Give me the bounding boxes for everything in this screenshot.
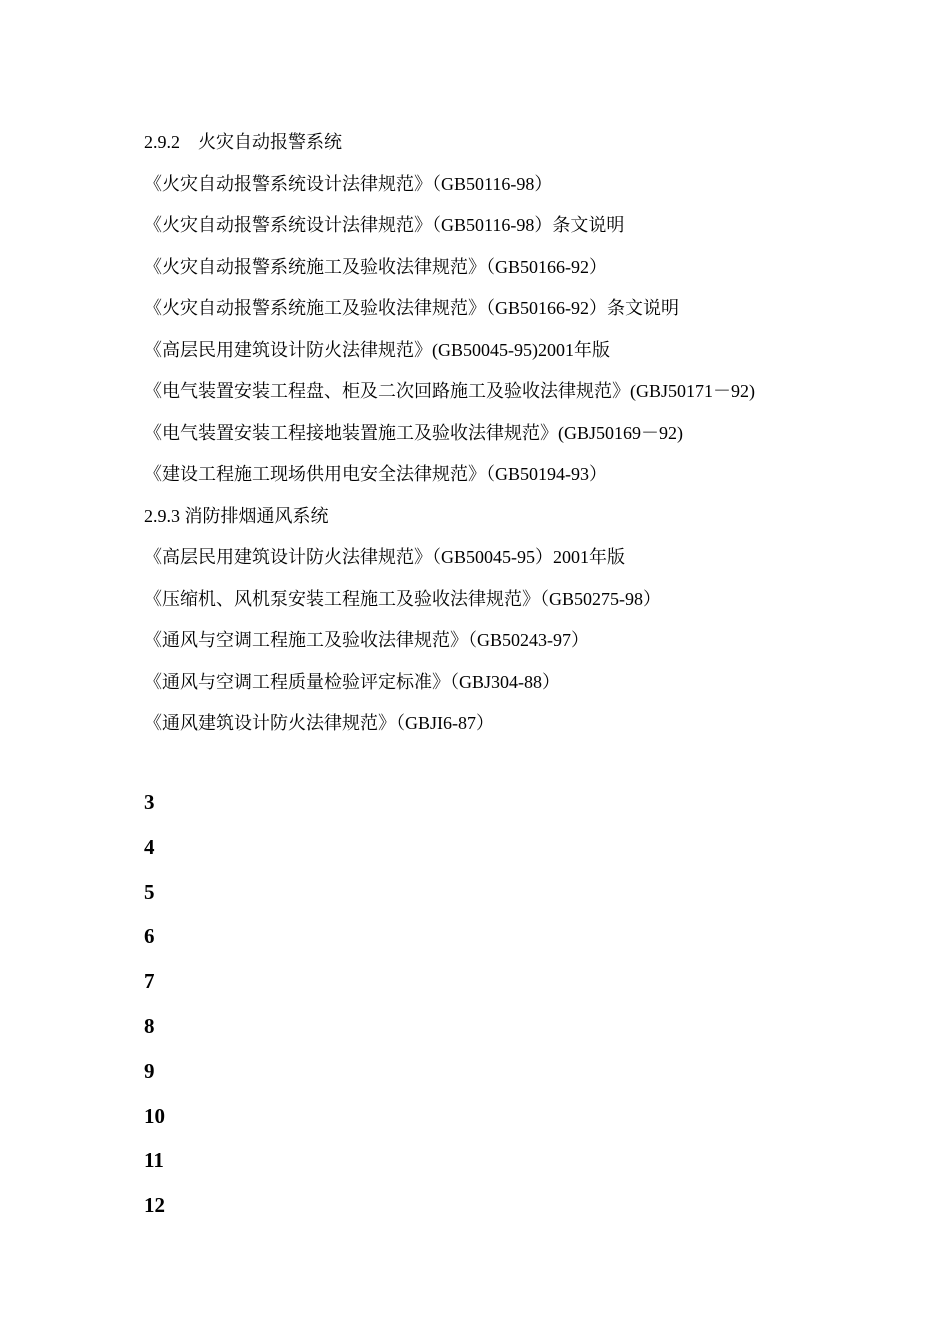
heading-number: 3 — [144, 790, 155, 814]
heading-number: 6 — [144, 924, 155, 949]
standard-item: 《通风建筑设计防火法律规范》（GBJI6-87） — [144, 713, 494, 733]
heading-number: 7 — [144, 969, 155, 994]
standard-item: 《火灾自动报警系统设计法律规范》（GB50116-98） — [144, 173, 553, 194]
section-heading-2-9-2: 2.9.2 火灾自动报警系统 — [144, 132, 342, 152]
standard-item: 《火灾自动报警系统施工及验收法律规范》（GB50166-92）条文说明 — [144, 298, 679, 318]
heading-number: 9 — [144, 1058, 155, 1083]
standard-item: 《通风与空调工程施工及验收法律规范》（GB50243-97） — [144, 630, 589, 650]
heading-number: 8 — [144, 1013, 155, 1038]
heading-number: 5 — [144, 879, 155, 904]
standard-item: 《高层民用建筑设计防火法律规范》(GB50045-95)2001年版 — [144, 339, 610, 360]
standard-item: 《压缩机、风机泵安装工程施工及验收法律规范》（GB50275-98） — [144, 588, 661, 609]
standard-item: 《火灾自动报警系统设计法律规范》（GB50116-98）条文说明 — [144, 215, 625, 235]
standard-item: 《高层民用建筑设计防火法律规范》（GB50045-95）2001年版 — [144, 547, 625, 567]
heading-number: 11 — [144, 1148, 164, 1173]
standard-item: 《建设工程施工现场供用电安全法律规范》（GB50194-93） — [144, 464, 607, 484]
heading-number: 12 — [144, 1193, 165, 1218]
heading-number: 4 — [144, 834, 155, 859]
heading-number: 10 — [144, 1103, 165, 1128]
section-heading-2-9-3: 2.9.3 消防排烟通风系统 — [144, 505, 329, 526]
standard-item: 《电气装置安装工程接地装置施工及验收法律规范》(GBJ50169－92) — [144, 422, 683, 443]
standard-item: 《火灾自动报警系统施工及验收法律规范》（GB50166-92） — [144, 256, 607, 277]
numbered-headings — [144, 780, 165, 1228]
standard-item: 《电气装置安装工程盘、柜及二次回路施工及验收法律规范》(GBJ50171－92) — [144, 381, 755, 401]
standards-list — [144, 122, 844, 745]
standard-item: 《通风与空调工程质量检验评定标准》（GBJ304-88） — [144, 671, 561, 692]
